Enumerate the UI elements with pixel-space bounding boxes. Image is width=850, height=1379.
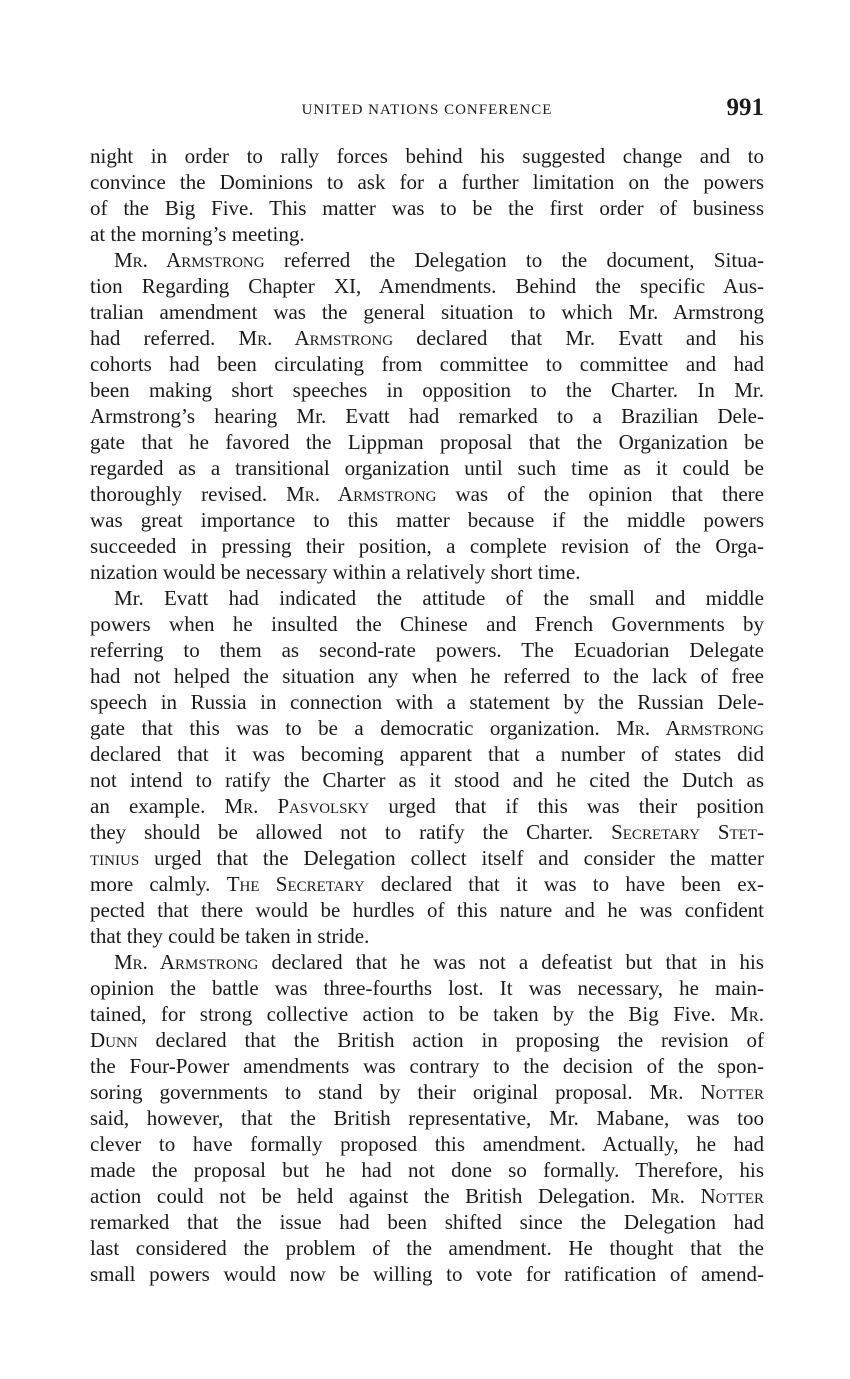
text-line	[90, 533, 764, 559]
text-line	[90, 455, 764, 481]
text-line	[90, 1131, 764, 1157]
text-line	[90, 1001, 764, 1027]
text-run: declared that Mr. Evatt and his	[393, 326, 764, 350]
text-run: small powers would now be willing to vote for ratification of amend-	[90, 1262, 764, 1286]
text-run: tion Regarding Chapter XI, Amendments. Behind the specific Aus-	[90, 274, 764, 298]
text-line	[90, 143, 764, 169]
body-text	[90, 143, 764, 1287]
text-line	[90, 871, 764, 897]
text-run: Mr. Evatt had indicated the attitude of the small and middle	[114, 586, 764, 610]
text-line	[90, 923, 764, 949]
text-line	[90, 767, 764, 793]
running-header	[90, 94, 764, 126]
text-line	[90, 481, 764, 507]
text-run: the Four-Power amendments was contrary to the decision of the spon-	[90, 1054, 764, 1078]
text-line	[90, 1053, 764, 1079]
text-line	[90, 663, 764, 689]
speaker-name: Dunn	[90, 1028, 138, 1052]
speaker-name: Mr. Notter	[650, 1184, 764, 1208]
text-line	[90, 247, 764, 273]
text-run: opinion the battle was three-fourths lost. It was necessary, he main-	[90, 976, 764, 1000]
text-line	[90, 689, 764, 715]
text-line	[90, 819, 764, 845]
text-run: been making short speeches in opposition to the Charter. In Mr.	[90, 378, 764, 402]
text-run: they should be allowed not to ratify the Charter.	[90, 820, 612, 844]
text-run: an example.	[90, 794, 225, 818]
text-run: gate that this was to be a democratic organization.	[90, 716, 617, 740]
text-line	[90, 403, 764, 429]
speaker-name: Mr. Notter	[649, 1080, 764, 1104]
text-line	[90, 949, 764, 975]
text-line	[90, 299, 764, 325]
text-run: said, however, that the British representative, Mr. Mabane, was too	[90, 1106, 764, 1130]
text-line	[90, 1209, 764, 1235]
text-run: clever to have formally proposed this amendment. Actually, he had	[90, 1132, 764, 1156]
text-run: not intend to ratify the Charter as it stood and he cited the Dutch as	[90, 768, 764, 792]
speaker-name: tinius	[90, 846, 140, 870]
text-run: was of the opinion that there	[436, 482, 764, 506]
text-run: referred the Delegation to the document, Situa-	[264, 248, 764, 272]
text-line	[90, 585, 764, 611]
text-run: tained, for strong collective action to be taken by the Big Five.	[90, 1002, 731, 1026]
text-run: had referred.	[90, 326, 239, 350]
text-run: declared that he was not a defeatist but that in his	[258, 950, 764, 974]
text-line	[90, 793, 764, 819]
text-run: speech in Russia in connection with a statement by the Russian Dele-	[90, 690, 764, 714]
text-line	[90, 221, 764, 247]
text-run: more calmly.	[90, 872, 227, 896]
text-run: at the morning’s meeting.	[90, 222, 305, 246]
text-line	[90, 429, 764, 455]
text-line	[90, 1235, 764, 1261]
text-run: night in order to rally forces behind his suggested change and to	[90, 144, 764, 168]
speaker-name: Mr. Armstrong	[616, 716, 764, 740]
text-run: tralian amendment was the general situation to which Mr. Armstrong	[90, 300, 764, 324]
text-line	[90, 715, 764, 741]
text-run: succeeded in pressing their position, a complete revision of the Orga-	[90, 534, 764, 558]
text-line	[90, 975, 764, 1001]
text-line	[90, 377, 764, 403]
text-line	[90, 611, 764, 637]
text-run: Armstrong’s hearing Mr. Evatt had remarked to a Brazilian Dele-	[90, 404, 764, 428]
speaker-name: Mr. Pasvolsky	[224, 794, 370, 818]
text-line	[90, 351, 764, 377]
text-run: had not helped the situation any when he referred to the lack of free	[90, 664, 764, 688]
text-run: that they could be taken in stride.	[90, 924, 370, 948]
text-run: regarded as a transitional organization until such time as it could be	[90, 456, 764, 480]
text-run: nization would be necessary within a relatively short time.	[90, 560, 581, 584]
text-line	[90, 1027, 764, 1053]
text-line	[90, 1157, 764, 1183]
text-line	[90, 741, 764, 767]
text-line	[90, 1183, 764, 1209]
text-run: declared that it was becoming apparent that a number of states did	[90, 742, 764, 766]
text-run: pected that there would be hurdles of this nature and he was confident	[90, 898, 764, 922]
speaker-name: Mr.	[730, 1002, 764, 1026]
text-line	[90, 845, 764, 871]
text-run: made the proposal but he had not done so formally. Therefore, his	[90, 1158, 764, 1182]
text-line	[90, 559, 764, 585]
text-line	[90, 169, 764, 195]
speaker-name: Mr. Armstrong	[114, 950, 259, 974]
text-line	[90, 273, 764, 299]
text-run: declared that the British action in proposing the revision of	[137, 1028, 764, 1052]
text-run: was great importance to this matter because if the middle powers	[90, 508, 764, 532]
speaker-name: The Secretary	[226, 872, 365, 896]
text-line	[90, 1079, 764, 1105]
text-run: remarked that the issue had been shifted since the Delegation had	[90, 1210, 764, 1234]
text-line	[90, 637, 764, 663]
running-title: UNITED NATIONS CONFERENCE	[301, 102, 553, 118]
speaker-name: Mr. Armstrong	[238, 326, 394, 350]
text-line	[90, 897, 764, 923]
text-run: soring governments to stand by their original proposal.	[90, 1080, 650, 1104]
speaker-name: Secretary Stet-	[611, 820, 764, 844]
text-run: thoroughly revised.	[90, 482, 287, 506]
text-run: convince the Dominions to ask for a further limitation on the powers	[90, 170, 764, 194]
text-run: referring to them as second-rate powers. The Ecuadorian Delegate	[90, 638, 764, 662]
text-run: action could not be held against the British Delegation.	[90, 1184, 651, 1208]
text-line	[90, 1105, 764, 1131]
text-run: powers when he insulted the Chinese and French Governments by	[90, 612, 764, 636]
text-line	[90, 1261, 764, 1287]
text-line	[90, 195, 764, 221]
text-line	[90, 507, 764, 533]
text-run: urged that if this was their position	[369, 794, 764, 818]
speaker-name: Mr. Armstrong	[286, 482, 437, 506]
text-run: declared that it was to have been ex-	[364, 872, 764, 896]
text-run: last considered the problem of the amendment. He thought that the	[90, 1236, 764, 1260]
text-run: gate that he favored the Lippman proposal that the Organization be	[90, 430, 764, 454]
text-line	[90, 325, 764, 351]
text-run: cohorts had been circulating from committee to committee and had	[90, 352, 764, 376]
text-run: urged that the Delegation collect itself and consider the matter	[139, 846, 764, 870]
text-run: of the Big Five. This matter was to be the first order of business	[90, 196, 764, 220]
page-number: 991	[726, 94, 764, 121]
speaker-name: Mr. Armstrong	[114, 248, 265, 272]
